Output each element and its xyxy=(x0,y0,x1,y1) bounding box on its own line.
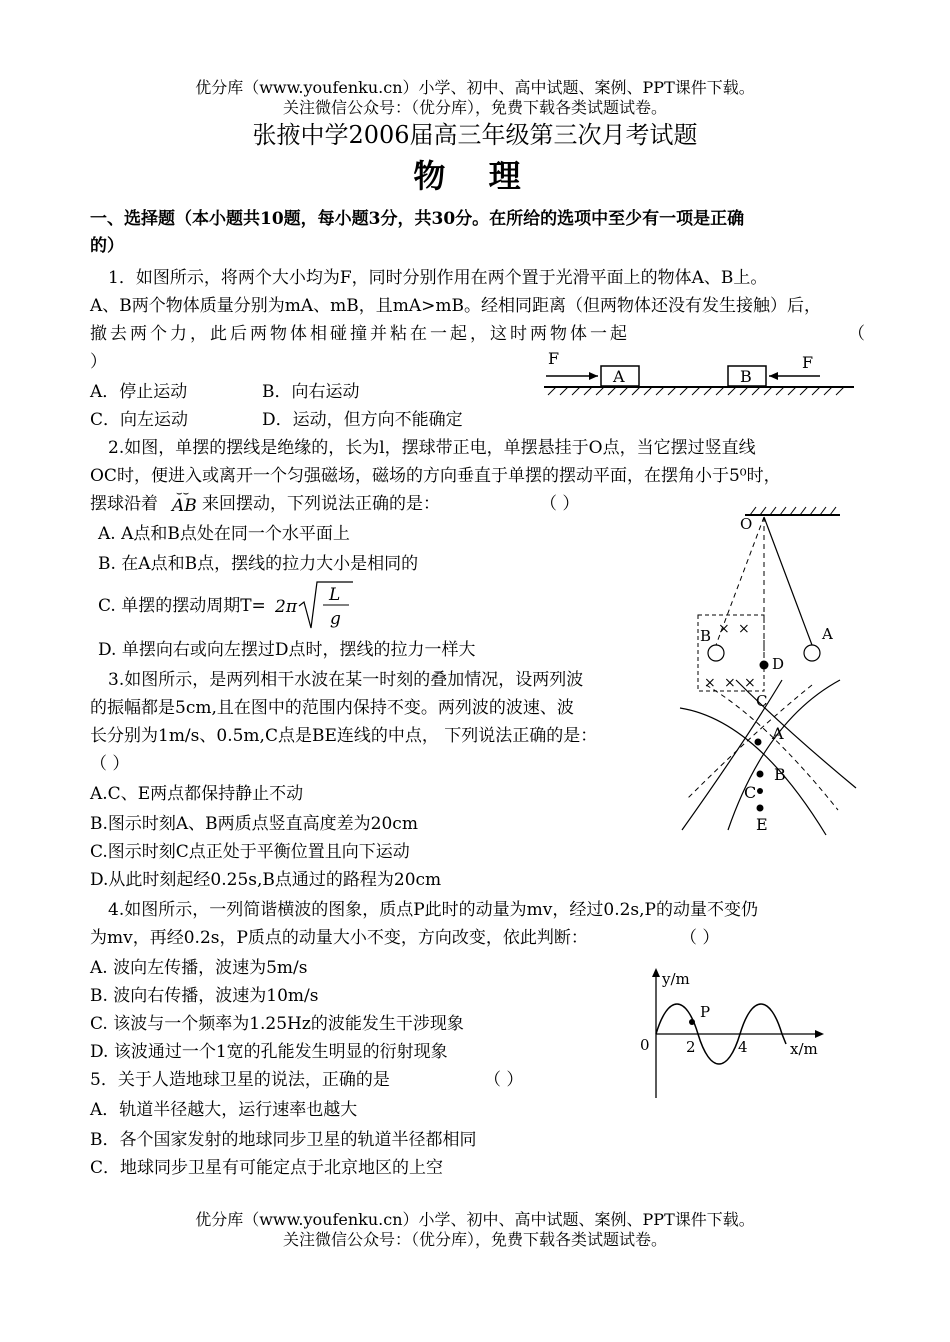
q3-point-c xyxy=(757,788,763,794)
q2-option-a: A. A点和B点处在同一个水平面上 xyxy=(98,524,350,544)
q2-point-a-label: A xyxy=(822,625,833,643)
q5-line-1: 5．关于人造地球卫星的说法，正确的是 xyxy=(90,1070,390,1090)
footer-line-2: 关注微信公众号：（优分库），免费下载各类试题试卷。 xyxy=(282,1230,667,1249)
q1-force-label-right: F xyxy=(802,353,814,372)
q1-line-3: 撤去两个力，此后两物体相碰撞并粘在一起，这时两物体一起 xyxy=(90,324,630,344)
q1-line-1: 1．如图所示，将两个大小均为F，同时分别作用在两个置于光滑平面上的物体A、B上。 xyxy=(108,268,768,288)
section-heading-line-2: 的） xyxy=(90,236,124,256)
q3-line-1: 3.如图所示，是两列相干水波在某一时刻的叠加情况，设两列波 xyxy=(108,670,584,690)
q1-option-a: A．停止运动 xyxy=(90,382,188,402)
q4-wave-graph xyxy=(636,964,826,1104)
q4-origin-label: 0 xyxy=(640,1036,650,1054)
q1-option-c: C．向左运动 xyxy=(90,410,189,430)
q1-option-d: D．运动，但方向不能确定 xyxy=(262,410,463,430)
q3-bracket: （ ） xyxy=(90,754,130,774)
q3-line-2: 的振幅都是5cm,且在图中的范围内保持不变。两列波的波速、波 xyxy=(90,698,574,718)
svg-text:×: × xyxy=(718,621,730,637)
q2-option-d: D. 单摆向右或向左摆过D点时，摆线的拉力一样大 xyxy=(98,640,476,660)
q3-point-c-label: C xyxy=(744,783,757,802)
q2-ball-a xyxy=(804,645,820,661)
q5-option-c: C．地球同步卫星有可能定点于北京地区的上空 xyxy=(90,1158,444,1178)
q5-option-a: A．轨道半径越大，运行速率也越大 xyxy=(90,1100,358,1120)
q2-period-formula xyxy=(275,578,365,634)
section-heading-line-1: 一、选择题（本小题共10题，每小题3分，共30分。在所给的选项中至少有一项是正确 xyxy=(90,209,745,229)
q2-point-d xyxy=(760,661,769,670)
q1-line-2: A、B两个物体质量分别为mA、mB，且mA>mB。经相同距离（但两物体还没有发生接触）后， xyxy=(90,296,822,316)
svg-text:2π: 2π xyxy=(275,597,297,617)
q2-arc-ab: ⌣⌣ AB xyxy=(172,488,197,516)
q3-option-c: C.图示时刻C点正处于平衡位置且向下运动 xyxy=(90,842,410,862)
q4-option-a: A. 波向左传播，波速为5m/s xyxy=(90,958,308,978)
q4-tick-2: 2 xyxy=(686,1038,696,1056)
q1-force-label-left: F xyxy=(548,349,560,368)
q1-bracket-left: （ xyxy=(848,324,865,344)
q2-ball-b xyxy=(708,645,724,661)
q4-point-p-label: P xyxy=(700,1003,711,1021)
q4-x-axis-label: x/m xyxy=(790,1040,818,1058)
q2-bracket: （ ） xyxy=(540,494,580,514)
q1-option-b: B．向右运动 xyxy=(262,382,360,402)
q3-point-b xyxy=(757,771,764,778)
svg-text:g: g xyxy=(330,609,341,629)
q3-point-e-label: E xyxy=(756,815,768,834)
exam-title: 张掖中学2006届高三年级第三次月考试题 xyxy=(252,121,698,149)
q4-y-axis-label: y/m xyxy=(662,970,690,988)
q3-point-e xyxy=(757,805,764,812)
q4-line-2: 为mv，再经0.2s，P质点的动量大小不变，方向改变，依此判断： xyxy=(90,928,588,948)
q3-line-3: 长分别为1m/s、0.5m,C点是BE连线的中点， 下列说法正确的是： xyxy=(90,726,598,746)
q2-option-c: C. 单摆的摆动周期T= xyxy=(98,596,266,616)
footer-line-1: 优分库（www.youfenku.cn）小学、初中、高中试题、案例、PPT课件下载。 xyxy=(195,1210,755,1229)
q4-tick-4: 4 xyxy=(738,1038,748,1056)
q3-option-d: D.从此时刻起经0.25s,B点通过的路程为20cm xyxy=(90,870,442,890)
q5-bracket: （ ） xyxy=(484,1070,524,1090)
q2-option-b: B. 在A点和B点，摆线的拉力大小是相同的 xyxy=(98,554,419,574)
q2-point-b-label: B xyxy=(700,627,712,645)
q4-option-b: B. 波向右传播，波速为10m/s xyxy=(90,986,319,1006)
q4-bracket: （ ） xyxy=(680,928,720,948)
q3-point-a-label: A xyxy=(772,724,784,743)
q3-option-b: B.图示时刻A、B两质点竖直高度差为20cm xyxy=(90,814,418,834)
q2-point-c-label: C xyxy=(756,692,768,710)
svg-text:×: × xyxy=(724,675,736,691)
q2-point-o-label: O xyxy=(740,515,753,533)
subject-title: 物 理 xyxy=(413,157,537,195)
header-line-2: 关注微信公众号：（优分库），免费下载各类试题试卷。 xyxy=(282,98,667,117)
q3-point-a xyxy=(755,739,762,746)
q2-point-d-label: D xyxy=(772,655,785,673)
q5-option-b: B．各个国家发射的地球同步卫星的轨道半径都相同 xyxy=(90,1130,477,1150)
q2-line-3b: 来回摆动，下列说法正确的是： xyxy=(202,494,440,514)
q1-blocks-figure xyxy=(540,348,860,398)
q1-bracket-right: ） xyxy=(90,352,107,372)
q1-block-b-label: B xyxy=(740,367,752,386)
q2-line-2: OC时，便进入或离开一个匀强磁场，磁场的方向垂直于单摆的摆动平面，在摆角小于5⁰时， xyxy=(90,466,781,486)
q2-line-3a: 摆球沿着 xyxy=(90,494,158,514)
q3-point-b-label: B xyxy=(774,765,786,784)
q3-option-a: A.C、E两点都保持静止不动 xyxy=(90,784,304,804)
q3-interference-figure xyxy=(676,680,866,840)
svg-text:×: × xyxy=(738,621,750,637)
q4-point-p xyxy=(689,1019,695,1025)
svg-text:×: × xyxy=(744,675,756,691)
q4-line-1: 4.如图所示，一列简谐横波的图象，质点P此时的动量为mv，经过0.2s,P的动量不变仍 xyxy=(108,900,758,920)
svg-text:×: × xyxy=(704,675,716,691)
q4-option-c: C. 该波与一个频率为1.25Hz的波能发生干涉现象 xyxy=(90,1014,464,1034)
svg-text:L: L xyxy=(329,585,341,605)
q1-ground-hatching xyxy=(548,387,844,395)
header-line-1: 优分库（www.youfenku.cn）小学、初中、高中试题、案例、PPT课件下载。 xyxy=(195,78,755,97)
q4-option-d: D. 该波通过一个1宽的孔能发生明显的衍射现象 xyxy=(90,1042,448,1062)
q2-line-1: 2.如图，单摆的摆线是绝缘的，长为l，摆球带正电，单摆悬挂于O点，当它摆过竖直线 xyxy=(108,438,756,458)
q1-block-a-label: A xyxy=(613,367,625,386)
